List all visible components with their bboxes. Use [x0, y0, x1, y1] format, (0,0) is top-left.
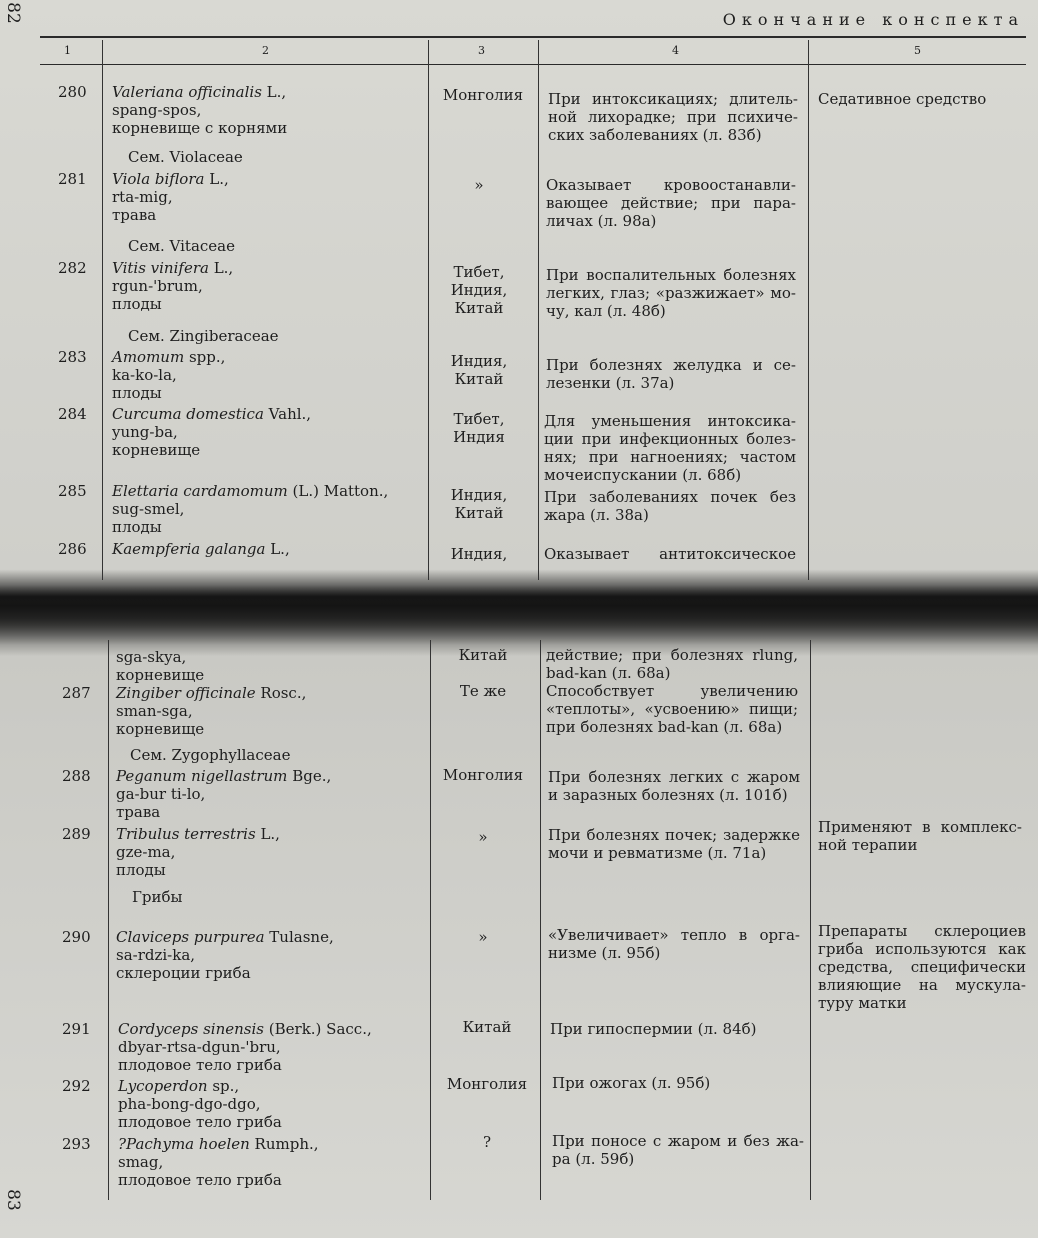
species-name: ?Pachyma hoelen Rumph., [118, 1135, 319, 1153]
species-name: Amomum spp., [112, 348, 226, 366]
row-number: 286 [58, 540, 87, 558]
row-number: 290 [62, 928, 91, 946]
origin: Индия, Китай [450, 352, 508, 388]
family-heading: Сем. Zingiberaceae [128, 327, 279, 345]
col-header-2: 2 [262, 44, 269, 57]
page-number-top: 82 [2, 2, 23, 24]
row-number: 291 [62, 1020, 91, 1038]
spine-shadow [0, 585, 1038, 645]
origin: Индия, [450, 545, 508, 563]
origin: » [474, 176, 484, 194]
col-header-4: 4 [672, 44, 679, 57]
origin: » [478, 828, 488, 846]
plant-part: плодовое тело гриба [118, 1056, 282, 1074]
row-number: 282 [58, 259, 87, 277]
usage: При болезнях легких с жаром и заразных болезнях (л. 101б) [548, 768, 800, 804]
header-rule-top [40, 36, 1026, 38]
col-divider [808, 40, 809, 580]
plant-part: плоды [112, 518, 162, 536]
species-name: Lycoperdon sp., [118, 1077, 240, 1095]
tibetan-name: dbyar-rtsa-dgun-'bru, [118, 1038, 281, 1056]
usage: Способствует увеличению «теплоты», «усвоению» пищи; при болезнях bad-kan (л. 68а) [546, 682, 798, 736]
origin: Китай [458, 646, 508, 664]
family-heading: Сем. Zygophyllaceae [130, 746, 291, 764]
origin: Тибет, Индия [453, 410, 505, 446]
species-name: Elettaria cardamomum (L.) Matton., [112, 482, 389, 500]
row-number: 283 [58, 348, 87, 366]
species-name: Claviceps purpurea Tulasne, [116, 928, 334, 946]
plant-part: трава [116, 803, 161, 821]
row-number: 280 [58, 83, 87, 101]
row-number: 292 [62, 1077, 91, 1095]
species-name: Cordyceps sinensis (Berk.) Sacc., [118, 1020, 372, 1038]
col-header-3: 3 [478, 44, 485, 57]
row-number: 287 [62, 684, 91, 702]
row-number: 289 [62, 825, 91, 843]
usage: При поносе с жаром и без жа- ра (л. 59б) [552, 1132, 804, 1168]
note: Применяют в комплекс- ной терапии [818, 818, 1022, 854]
tibetan-name: rta-mig, [112, 188, 173, 206]
plant-part: плодовое тело гриба [118, 1113, 282, 1131]
tibetan-name: sman-sga, [116, 702, 193, 720]
usage: При интоксикациях; длитель- ной лихорадке; при психиче- ских заболеваниях (л. 83б) [548, 90, 798, 144]
origin: Монголия [446, 1075, 528, 1093]
usage: Для уменьшения интоксика- ции при инфекционных болез- нях; при нагноениях; частом мочеиспускании (л. 68б) [544, 412, 796, 484]
origin: Монголия [442, 766, 524, 784]
plant-part: корневище с корнями [112, 119, 288, 137]
page-header: Окончание конспекта [722, 10, 1024, 29]
species-name: Valeriana officinalis L., [112, 83, 287, 101]
usage: При гипоспермии (л. 84б) [550, 1020, 757, 1038]
usage: При ожогах (л. 95б) [552, 1074, 711, 1092]
origin: Тибет, Индия, Китай [450, 263, 508, 317]
species-name: Vitis vinifera L., [112, 259, 234, 277]
species-name: Curcuma domestica Vahl., [112, 405, 312, 423]
usage: При заболеваниях почек без жара (л. 38а) [544, 488, 796, 524]
tibetan-name: sa-rdzi-ka, [116, 946, 196, 964]
species-name: Zingiber officinale Rosc., [116, 684, 307, 702]
origin: Монголия [442, 86, 524, 104]
usage: Оказывает кровоостанавли- вающее действие; при пара- личах (л. 98а) [546, 176, 796, 230]
species-name: Kaempferia galanga L., [112, 540, 290, 558]
tibetan-name: ka-ko-la, [112, 366, 177, 384]
tibetan-name: gze-ma, [116, 843, 176, 861]
tibetan-name: yung-ba, [112, 423, 178, 441]
tibetan-name: pha-bong-dgo-dgo, [118, 1095, 261, 1113]
origin: Те же [459, 682, 507, 700]
usage: действие; при болезнях rlung, bad-kan (л. 68а) [546, 646, 798, 682]
row-number: 281 [58, 170, 87, 188]
family-heading: Сем. Vitaceae [128, 237, 235, 255]
plant-part: склероции гриба [116, 964, 251, 982]
row-number: 293 [62, 1135, 91, 1153]
note: Препараты склероциев гриба используются как средства, специфически влияющие на мускула- туру матки [818, 922, 1026, 1012]
col-divider [538, 40, 539, 580]
origin: Индия, Китай [450, 486, 508, 522]
family-heading: Грибы [132, 888, 183, 906]
plant-part: трава [112, 206, 157, 224]
tibetan-name: spang-spos, [112, 101, 202, 119]
note: Седативное средство [818, 90, 987, 108]
row-number: 284 [58, 405, 87, 423]
plant-part: плоды [112, 295, 162, 313]
col-header-5: 5 [914, 44, 921, 57]
usage: «Увеличивает» тепло в орга- низме (л. 95б) [548, 926, 800, 962]
plant-part: плоды [116, 861, 166, 879]
page-number-bottom: 83 [2, 1189, 23, 1211]
family-heading: Сем. Violaceae [128, 148, 243, 166]
col-divider [430, 640, 431, 1200]
usage: При болезнях почек; задержке мочи и ревматизме (л. 71а) [548, 826, 800, 862]
origin: ? [482, 1133, 492, 1151]
usage: При болезнях желудка и се- лезенки (л. 37а) [546, 356, 796, 392]
col-divider [102, 40, 103, 580]
row-number: 288 [62, 767, 91, 785]
row-number: 285 [58, 482, 87, 500]
species-name: Peganum nigellastrum Bge., [116, 767, 332, 785]
tibetan-name: smag, [118, 1153, 164, 1171]
plant-part: корневище [116, 666, 205, 684]
usage: Оказывает антитоксическое [544, 545, 796, 563]
plant-part: плодовое тело гриба [118, 1171, 282, 1189]
tibetan-name: sga-skya, [116, 648, 187, 666]
col-header-1: 1 [64, 44, 71, 57]
col-divider [540, 640, 541, 1200]
tibetan-name: rgun-'brum, [112, 277, 203, 295]
tibetan-name: ga-bur ti-lo, [116, 785, 206, 803]
species-name: Tribulus terrestris L., [116, 825, 280, 843]
plant-part: плоды [112, 384, 162, 402]
species-name: Viola biflora L., [112, 170, 229, 188]
header-rule-bottom [40, 64, 1026, 65]
tibetan-name: sug-smel, [112, 500, 185, 518]
plant-part: корневище [116, 720, 205, 738]
col-divider [810, 640, 811, 1200]
usage: При воспалительных болезнях легких, глаз; «разжижает» мо- чу, кал (л. 48б) [546, 266, 796, 320]
origin: Китай [462, 1018, 512, 1036]
plant-part: корневище [112, 441, 201, 459]
col-divider [108, 640, 109, 1200]
origin: » [478, 928, 488, 946]
